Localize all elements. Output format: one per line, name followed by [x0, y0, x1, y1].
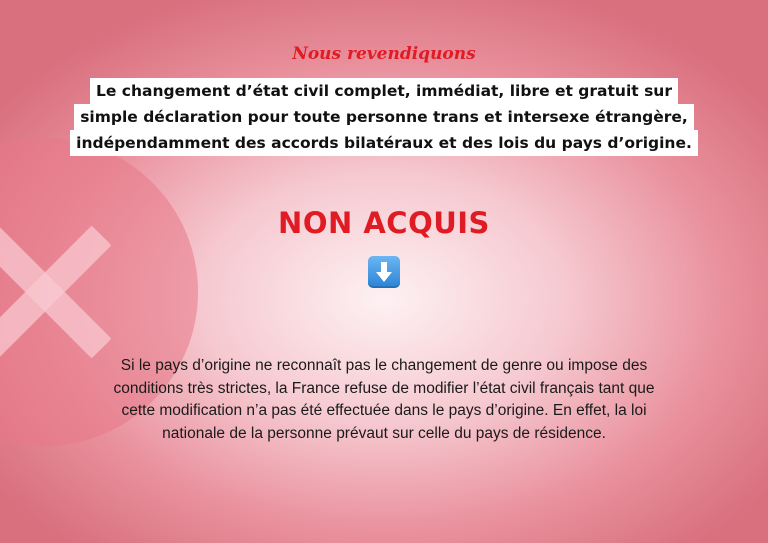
explanation-line: Si le pays d’origine ne reconnaît pas le changement de genre ou impose des — [120, 357, 648, 374]
explanation-line: cette modification n’a pas été effectuée dans le pays d’origine. En effet, la loi — [121, 402, 647, 419]
down-arrow-icon — [368, 256, 400, 288]
section-kicker: Nous revendiquons — [292, 44, 476, 64]
explanation-line: nationale de la personne prévaut sur celle du pays de résidence. — [162, 424, 606, 442]
demand-line: simple déclaration pour toute personne trans et intersexe étrangère, — [74, 104, 694, 130]
status-label: NON ACQUIS — [278, 206, 490, 240]
demand-line: Le changement d’état civil complet, immédiat, libre et gratuit sur — [90, 78, 678, 104]
explanation-line: conditions très strictes, la France refuse de modifier l’état civil français tant que — [113, 379, 655, 397]
explanation-text — [70, 355, 698, 445]
demand-line: indépendamment des accords bilatéraux et des lois du pays d’origine. — [70, 130, 698, 156]
demand-statement — [0, 78, 768, 156]
